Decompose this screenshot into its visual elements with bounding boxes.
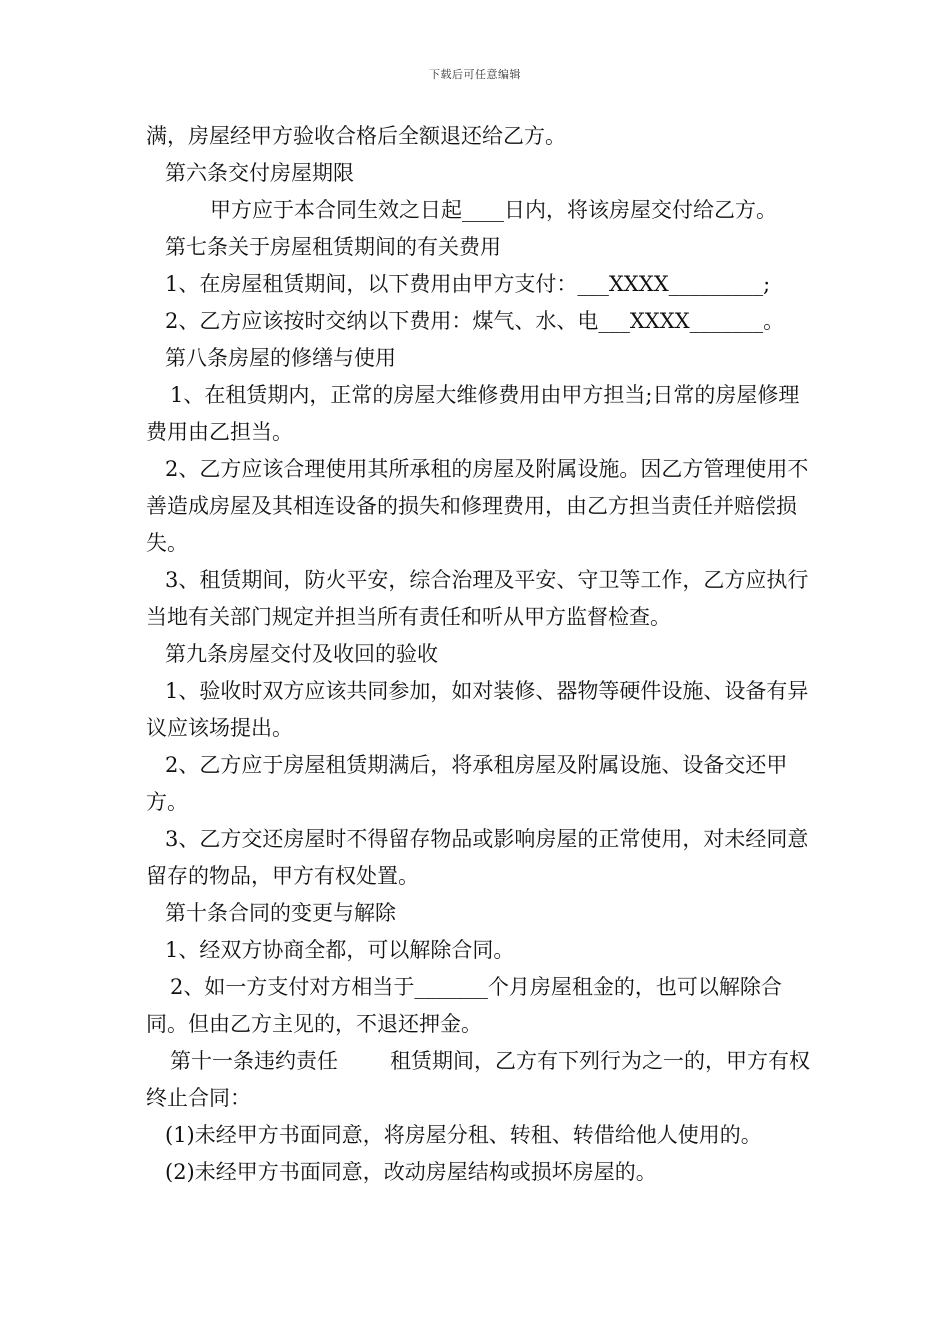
article-10-item-1: 1、经双方协商全都，可以解除合同。 <box>165 938 515 962</box>
article-7-item-2: 2、乙方应该按时交纳以下费用：煤气、水、电___XXXX_______。 <box>165 309 785 333</box>
contract-body <box>146 118 810 1191</box>
article-6-heading: 第六条交付房屋期限 <box>165 161 354 185</box>
article-11-item-1: (1)未经甲方书面同意，将房屋分租、转租、转借给他人使用的。 <box>165 1123 762 1147</box>
article-8-item-3: 3、租赁期间，防火平安，综合治理及平安、守卫等工作，乙方应执行当地有关部门规定并担当所有责任和听从甲方监督检查。 <box>146 568 809 629</box>
article-8-item-1: 1、在租赁期内，正常的房屋大维修费用由甲方担当;日常的房屋修理费用由乙担当。 <box>146 383 800 444</box>
page-header: 下载后可任意编辑 <box>429 68 521 81</box>
article-8-heading: 第八条房屋的修缮与使用 <box>165 346 396 370</box>
article-11-heading: 第十一条违约责任 <box>170 1049 338 1073</box>
article-8-item-2: 2、乙方应该合理使用其所承租的房屋及附属设施。因乙方管理使用不善造成房屋及其相连设备的损失和修理费用，由乙方担当责任并赔偿损失。 <box>146 457 809 555</box>
paragraph-continuation: 满，房屋经甲方验收合格后全额退还给乙方。 <box>146 124 566 148</box>
article-9-item-2: 2、乙方应于房屋租赁期满后，将承租房屋及附属设施、设备交还甲方。 <box>146 753 788 814</box>
article-10-item-2: 2、如一方支付对方相当于_______个月房屋租金的，也可以解除合同。但由乙方主见的，不退还押金。 <box>146 975 782 1036</box>
article-9-heading: 第九条房屋交付及收回的验收 <box>165 642 438 666</box>
article-11-paragraph <box>146 1043 810 1117</box>
article-11-item-2: (2)未经甲方书面同意，改动房屋结构或损坏房屋的。 <box>165 1160 657 1184</box>
article-9-item-3: 3、乙方交还房屋时不得留存物品或影响房屋的正常使用，对未经同意留存的物品，甲方有权处置。 <box>146 827 809 888</box>
article-10-heading: 第十条合同的变更与解除 <box>165 901 396 925</box>
article-11-text: 租赁期间，乙方有下列行为之一的，甲方有权终止合同： <box>146 1049 810 1110</box>
article-7-heading: 第七条关于房屋租赁期间的有关费用 <box>165 235 501 259</box>
article-9-item-1: 1、验收时双方应该共同参加，如对装修、器物等硬件设施、设备有异议应该场提出。 <box>146 679 809 740</box>
article-7-item-1: 1、在房屋租赁期间，以下费用由甲方支付：___XXXX_________; <box>165 272 771 296</box>
article-6-text: 甲方应于本合同生效之日起____日内，将该房屋交付给乙方。 <box>210 198 777 222</box>
